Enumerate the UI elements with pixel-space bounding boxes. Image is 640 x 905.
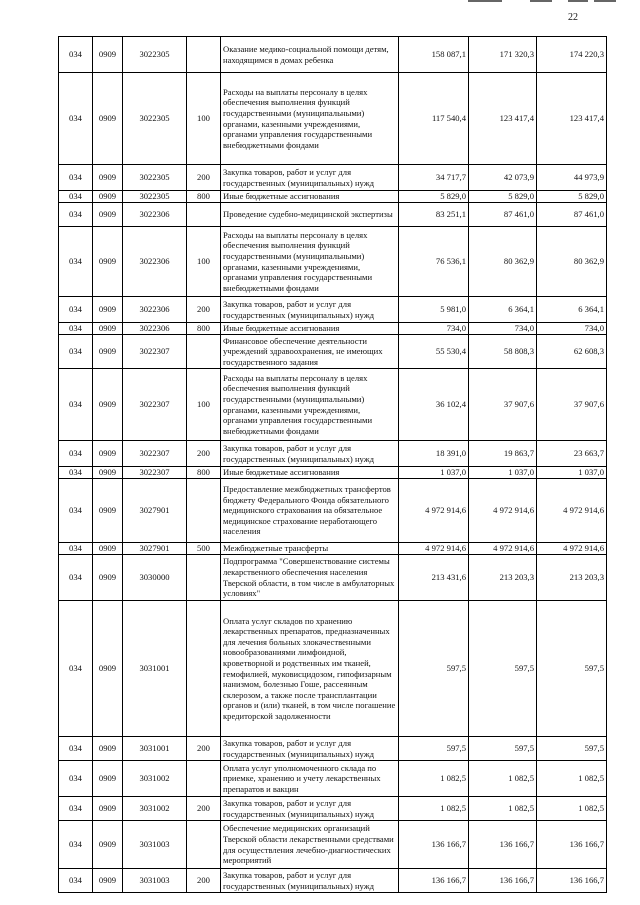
amount-year1-cell: 117 540,4 (399, 73, 469, 165)
ministry-code-cell: 034 (59, 335, 93, 369)
description-cell: Расходы на выплаты персоналу в целях обеспечения выполнения функций государственными (муниципальными) органами, казенными учреждениями, органами управления государственными внебюджетными фондами (221, 73, 399, 165)
section-code-cell: 0909 (93, 737, 123, 761)
target-article-cell: 3022305 (123, 191, 187, 203)
description-cell: Иные бюджетные ассигнования (221, 467, 399, 479)
amount-year2-cell: 5 829,0 (469, 191, 537, 203)
expense-type-cell: 100 (187, 227, 221, 297)
section-code-cell: 0909 (93, 441, 123, 467)
amount-year2-cell: 37 907,6 (469, 369, 537, 441)
description-cell: Межбюджетные трансферты (221, 543, 399, 555)
section-code-cell: 0909 (93, 555, 123, 601)
amount-year1-cell: 1 037,0 (399, 467, 469, 479)
amount-year2-cell: 213 203,3 (469, 555, 537, 601)
table-row (59, 297, 607, 323)
expense-type-cell (187, 37, 221, 73)
amount-year2-cell: 1 082,5 (469, 761, 537, 797)
description-cell: Проведение судебно-медицинской экспертизы (221, 203, 399, 227)
target-article-cell: 3031001 (123, 737, 187, 761)
amount-year1-cell: 5 981,0 (399, 297, 469, 323)
section-code-cell: 0909 (93, 191, 123, 203)
expense-type-cell: 800 (187, 191, 221, 203)
table-row (59, 369, 607, 441)
amount-year2-cell: 734,0 (469, 323, 537, 335)
amount-year2-cell: 597,5 (469, 601, 537, 737)
description-cell: Оплата услуг складов по хранению лекарственных препаратов, предназначенных для лечения больных злокачественными новообразованиями лимфоидной, кроветворной и родственных им тканей, гемофилией, муковисцидозом, гипофизарным нанизмом, болезнью Гоше, рассеянным склерозом, а также после трансплантации органов и (или) тканей, в том числе погашение кредиторской задолженности (221, 601, 399, 737)
table-row (59, 555, 607, 601)
section-code-cell: 0909 (93, 203, 123, 227)
table-row (59, 203, 607, 227)
table-row (59, 323, 607, 335)
target-article-cell: 3022306 (123, 323, 187, 335)
amount-year2-cell: 19 863,7 (469, 441, 537, 467)
amount-year1-cell: 1 082,5 (399, 761, 469, 797)
table-row (59, 479, 607, 543)
amount-year1-cell: 597,5 (399, 601, 469, 737)
table-row (59, 73, 607, 165)
amount-year1-cell: 83 251,1 (399, 203, 469, 227)
description-cell: Иные бюджетные ассигнования (221, 191, 399, 203)
section-code-cell: 0909 (93, 761, 123, 797)
description-cell: Обеспечение медицинских организаций Тверской области лекарственными средствами для осуществления лечебно-диагностических мероприятий (221, 821, 399, 869)
ministry-code-cell: 034 (59, 369, 93, 441)
amount-year3-cell: 136 166,7 (537, 869, 607, 893)
target-article-cell: 3031003 (123, 869, 187, 893)
table-row (59, 191, 607, 203)
amount-year3-cell: 4 972 914,6 (537, 479, 607, 543)
section-code-cell: 0909 (93, 227, 123, 297)
target-article-cell: 3022305 (123, 37, 187, 73)
ministry-code-cell: 034 (59, 203, 93, 227)
target-article-cell: 3022305 (123, 165, 187, 191)
expense-type-cell (187, 761, 221, 797)
expense-type-cell: 500 (187, 543, 221, 555)
description-cell: Закупка товаров, работ и услуг для государственных (муниципальных) нужд (221, 869, 399, 893)
expense-type-cell: 800 (187, 323, 221, 335)
amount-year1-cell: 136 166,7 (399, 821, 469, 869)
table-row (59, 737, 607, 761)
ministry-code-cell: 034 (59, 467, 93, 479)
ministry-code-cell: 034 (59, 737, 93, 761)
expense-type-cell: 200 (187, 297, 221, 323)
ministry-code-cell: 034 (59, 601, 93, 737)
amount-year3-cell: 62 608,3 (537, 335, 607, 369)
target-article-cell: 3022307 (123, 441, 187, 467)
amount-year1-cell: 55 530,4 (399, 335, 469, 369)
table-row (59, 869, 607, 893)
description-cell: Закупка товаров, работ и услуг для государственных (муниципальных) нужд (221, 297, 399, 323)
target-article-cell: 3022306 (123, 227, 187, 297)
ministry-code-cell: 034 (59, 761, 93, 797)
table-row (59, 761, 607, 797)
amount-year2-cell: 4 972 914,6 (469, 543, 537, 555)
ministry-code-cell: 034 (59, 479, 93, 543)
amount-year2-cell: 42 073,9 (469, 165, 537, 191)
target-article-cell: 3022307 (123, 335, 187, 369)
ministry-code-cell: 034 (59, 297, 93, 323)
ministry-code-cell: 034 (59, 441, 93, 467)
description-cell: Закупка товаров, работ и услуг для государственных (муниципальных) нужд (221, 441, 399, 467)
section-code-cell: 0909 (93, 543, 123, 555)
target-article-cell: 3022306 (123, 297, 187, 323)
expense-type-cell (187, 555, 221, 601)
amount-year2-cell: 4 972 914,6 (469, 479, 537, 543)
amount-year3-cell: 37 907,6 (537, 369, 607, 441)
section-code-cell: 0909 (93, 797, 123, 821)
expense-type-cell (187, 335, 221, 369)
expense-type-cell: 200 (187, 165, 221, 191)
amount-year3-cell: 23 663,7 (537, 441, 607, 467)
amount-year1-cell: 4 972 914,6 (399, 479, 469, 543)
ministry-code-cell: 034 (59, 869, 93, 893)
amount-year2-cell: 136 166,7 (469, 821, 537, 869)
target-article-cell: 3031002 (123, 761, 187, 797)
amount-year3-cell: 734,0 (537, 323, 607, 335)
description-cell: Расходы на выплаты персоналу в целях обеспечения выполнения функций государственными (муниципальными) органами, казенными учреждениями, органами управления государственными внебюджетными фондами (221, 227, 399, 297)
amount-year1-cell: 5 829,0 (399, 191, 469, 203)
description-cell: Финансовое обеспечение деятельности учреждений здравоохранения, не имеющих государственного задания (221, 335, 399, 369)
expense-type-cell (187, 821, 221, 869)
section-code-cell: 0909 (93, 323, 123, 335)
description-cell: Закупка товаров, работ и услуг для государственных (муниципальных) нужд (221, 737, 399, 761)
expense-type-cell: 800 (187, 467, 221, 479)
amount-year3-cell: 4 972 914,6 (537, 543, 607, 555)
amount-year1-cell: 1 082,5 (399, 797, 469, 821)
amount-year2-cell: 123 417,4 (469, 73, 537, 165)
section-code-cell: 0909 (93, 467, 123, 479)
table-row (59, 441, 607, 467)
expense-type-cell (187, 601, 221, 737)
section-code-cell: 0909 (93, 165, 123, 191)
target-article-cell: 3027901 (123, 479, 187, 543)
section-code-cell: 0909 (93, 37, 123, 73)
amount-year3-cell: 123 417,4 (537, 73, 607, 165)
amount-year2-cell: 80 362,9 (469, 227, 537, 297)
amount-year1-cell: 76 536,1 (399, 227, 469, 297)
amount-year3-cell: 597,5 (537, 737, 607, 761)
amount-year2-cell: 6 364,1 (469, 297, 537, 323)
ministry-code-cell: 034 (59, 191, 93, 203)
section-code-cell: 0909 (93, 297, 123, 323)
description-cell: Закупка товаров, работ и услуг для государственных (муниципальных) нужд (221, 165, 399, 191)
ministry-code-cell: 034 (59, 821, 93, 869)
expense-type-cell: 100 (187, 369, 221, 441)
page-number: 22 (568, 12, 578, 23)
amount-year1-cell: 213 431,6 (399, 555, 469, 601)
amount-year3-cell: 5 829,0 (537, 191, 607, 203)
target-article-cell: 3031003 (123, 821, 187, 869)
table-row (59, 227, 607, 297)
description-cell: Предоставление межбюджетных трансфертов бюджету Федерального Фонда обязательного медицинского страхования на обязательное медицинское страхование неработающего населения (221, 479, 399, 543)
amount-year1-cell: 34 717,7 (399, 165, 469, 191)
amount-year1-cell: 4 972 914,6 (399, 543, 469, 555)
amount-year2-cell: 136 166,7 (469, 869, 537, 893)
amount-year3-cell: 87 461,0 (537, 203, 607, 227)
amount-year3-cell: 213 203,3 (537, 555, 607, 601)
amount-year3-cell: 1 082,5 (537, 761, 607, 797)
expense-type-cell: 200 (187, 869, 221, 893)
scan-marks (468, 0, 618, 4)
description-cell: Иные бюджетные ассигнования (221, 323, 399, 335)
table-row (59, 165, 607, 191)
target-article-cell: 3022305 (123, 73, 187, 165)
description-cell: Оказание медико-социальной помощи детям, находящимся в домах ребенка (221, 37, 399, 73)
amount-year3-cell: 597,5 (537, 601, 607, 737)
expense-type-cell: 200 (187, 737, 221, 761)
ministry-code-cell: 034 (59, 165, 93, 191)
amount-year2-cell: 1 037,0 (469, 467, 537, 479)
section-code-cell: 0909 (93, 369, 123, 441)
ministry-code-cell: 034 (59, 227, 93, 297)
description-cell: Расходы на выплаты персоналу в целях обеспечения выполнения функций государственными (муниципальными) органами, казенными учреждениями, органами управления государственными внебюджетными фондами (221, 369, 399, 441)
amount-year3-cell: 174 220,3 (537, 37, 607, 73)
ministry-code-cell: 034 (59, 555, 93, 601)
amount-year3-cell: 1 037,0 (537, 467, 607, 479)
table-row (59, 37, 607, 73)
expense-type-cell (187, 479, 221, 543)
table-row (59, 821, 607, 869)
amount-year1-cell: 136 166,7 (399, 869, 469, 893)
amount-year3-cell: 1 082,5 (537, 797, 607, 821)
description-cell: Подпрограмма "Совершенствование системы лекарственного обеспечения населения Тверской области, в том числе в амбулаторных условиях" (221, 555, 399, 601)
amount-year1-cell: 18 391,0 (399, 441, 469, 467)
expense-type-cell: 200 (187, 797, 221, 821)
expense-type-cell: 200 (187, 441, 221, 467)
ministry-code-cell: 034 (59, 73, 93, 165)
amount-year2-cell: 171 320,3 (469, 37, 537, 73)
expense-type-cell: 100 (187, 73, 221, 165)
amount-year2-cell: 597,5 (469, 737, 537, 761)
table-row (59, 335, 607, 369)
amount-year1-cell: 734,0 (399, 323, 469, 335)
ministry-code-cell: 034 (59, 37, 93, 73)
table-row (59, 467, 607, 479)
ministry-code-cell: 034 (59, 543, 93, 555)
target-article-cell: 3031002 (123, 797, 187, 821)
amount-year3-cell: 80 362,9 (537, 227, 607, 297)
table-row (59, 797, 607, 821)
amount-year3-cell: 6 364,1 (537, 297, 607, 323)
section-code-cell: 0909 (93, 479, 123, 543)
section-code-cell: 0909 (93, 335, 123, 369)
section-code-cell: 0909 (93, 73, 123, 165)
table-row (59, 601, 607, 737)
amount-year2-cell: 1 082,5 (469, 797, 537, 821)
section-code-cell: 0909 (93, 821, 123, 869)
table-row (59, 543, 607, 555)
amount-year1-cell: 597,5 (399, 737, 469, 761)
target-article-cell: 3031001 (123, 601, 187, 737)
amount-year2-cell: 87 461,0 (469, 203, 537, 227)
amount-year3-cell: 44 973,9 (537, 165, 607, 191)
amount-year2-cell: 58 808,3 (469, 335, 537, 369)
target-article-cell: 3027901 (123, 543, 187, 555)
description-cell: Оплата услуг уполномоченного склада по приемке, хранению и учету лекарственных препаратов и вакцин (221, 761, 399, 797)
section-code-cell: 0909 (93, 869, 123, 893)
ministry-code-cell: 034 (59, 323, 93, 335)
target-article-cell: 3030000 (123, 555, 187, 601)
target-article-cell: 3022307 (123, 369, 187, 441)
budget-table (58, 36, 607, 893)
amount-year1-cell: 158 087,1 (399, 37, 469, 73)
target-article-cell: 3022306 (123, 203, 187, 227)
ministry-code-cell: 034 (59, 797, 93, 821)
description-cell: Закупка товаров, работ и услуг для государственных (муниципальных) нужд (221, 797, 399, 821)
amount-year3-cell: 136 166,7 (537, 821, 607, 869)
target-article-cell: 3022307 (123, 467, 187, 479)
amount-year1-cell: 36 102,4 (399, 369, 469, 441)
expense-type-cell (187, 203, 221, 227)
section-code-cell: 0909 (93, 601, 123, 737)
